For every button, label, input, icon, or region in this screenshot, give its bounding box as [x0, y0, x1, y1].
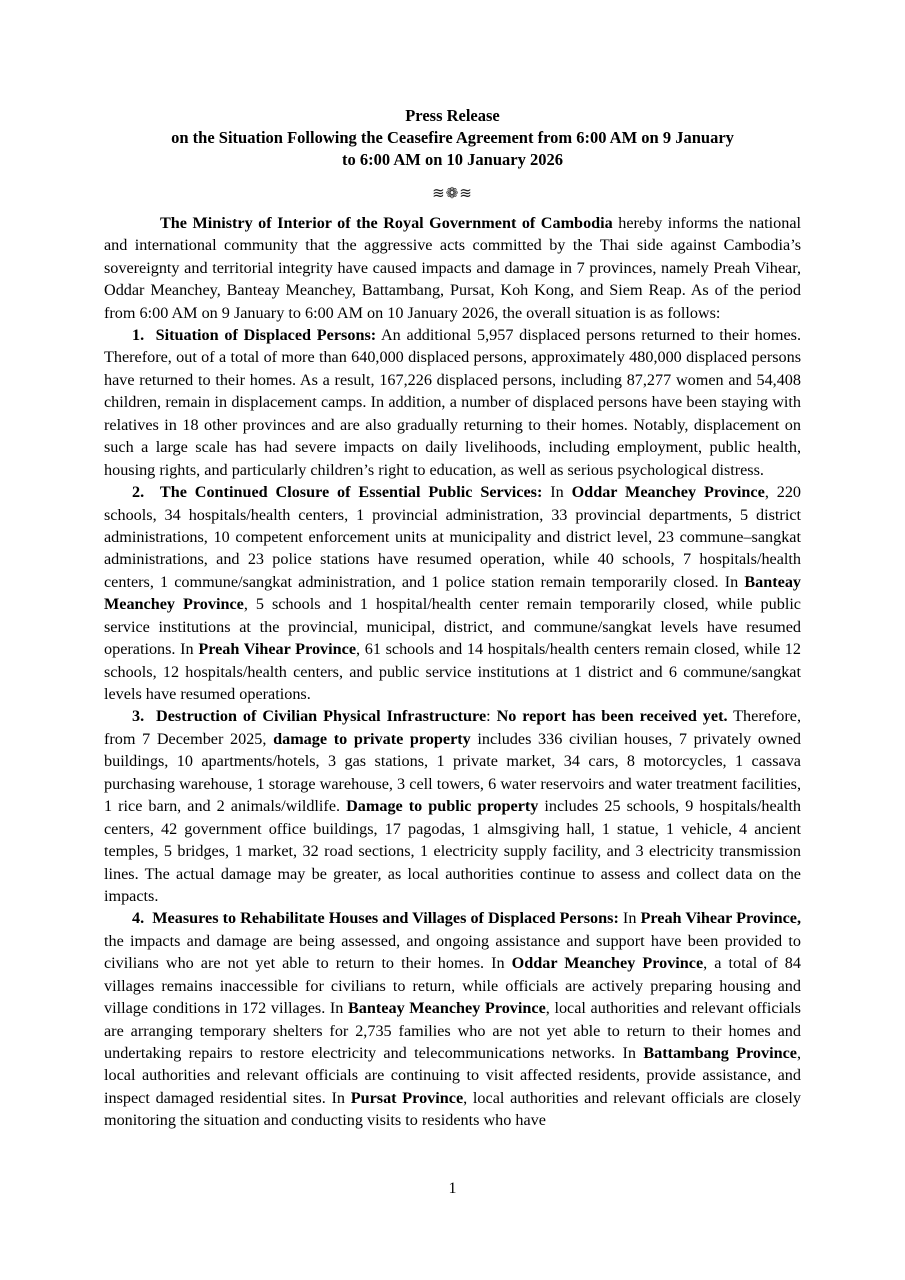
item2-heading: The Continued Closure of Essential Public Services:: [159, 483, 543, 502]
item3-private-property-label: damage to private property: [273, 729, 471, 748]
item4-province-pursat: Pursat Province: [350, 1088, 464, 1107]
item4-province-banteay-meanchey: Banteay Meanchey Province: [348, 999, 546, 1018]
intro-rest: hereby informs the national and international community that the aggressive acts committed by the Thai side against Cambodia’s sovereignty and territorial integrity have caused impacts and damage in 7 provinces, namely Preah Vihear, Oddar Meanchey, Banteay Meanchey, Battambang, Pursat, Koh Kong, and Siem Reap. As of the period from 6:00 AM on 9 January to 6:00 AM on 10 January 2026, the overall situation is as follows:: [104, 213, 801, 322]
item4-province-battambang: Battambang Province: [643, 1044, 797, 1062]
intro-lead: The Ministry of Interior of the Royal Government of Cambodia: [160, 213, 613, 232]
paragraph-item-1: [104, 324, 801, 481]
item4-text-6: , local authorities and relevant officials are closely monitoring the situation and conducting visits to residents who have: [104, 1088, 801, 1130]
document-body: [104, 212, 801, 1132]
item2-province-banteay-meanchey: Banteay Meanchey Province: [104, 572, 801, 614]
item4-province-oddar-meanchey: Oddar Meanchey Province: [511, 954, 704, 973]
item2-number: 2.: [132, 483, 145, 502]
item1-number: 1.: [132, 326, 145, 344]
title-line-2: on the Situation Following the Ceasefire Agreement from 6:00 AM on 9 January: [171, 127, 734, 147]
item3-text-2: Therefore, from 7 December 2025,: [104, 707, 802, 748]
item3-number: 3.: [132, 707, 145, 726]
paragraph-intro: [104, 212, 801, 324]
item1-heading: Situation of Displaced Persons:: [155, 326, 377, 344]
title-line-1: Press Release: [405, 106, 500, 125]
item2-province-preah-vihear: Preah Vihear Province: [198, 640, 357, 659]
paragraph-item-3: [104, 705, 801, 907]
item2-text-3: , 5 schools and 1 hospital/health center remain temporarily closed, while public service institutions at the provincial, municipal, district, and commune/sangkat levels have resumed operations. In: [104, 595, 801, 659]
ornament-divider: ≋❁≋: [432, 185, 473, 202]
title-line-3: to 6:00 AM on 10 January 2026: [342, 149, 563, 169]
item3-no-report-note: No report has been received yet.: [496, 707, 728, 726]
paragraph-item-2: [104, 481, 801, 705]
item4-province-preah-vihear: Preah Vihear Province,: [640, 909, 802, 928]
item3-public-property-label: Damage to public property: [346, 797, 539, 816]
item2-text-2: , 220 schools, 34 hospitals/health centers, 1 provincial administration, 33 provincial departments, 5 district administrations, 10 competent enforcement units at municipality and district level, 23 commune–sangkat administrations, and 23 police stations have resumed operation, while 40 schools, 7 hospitals/health centers, 1 commune/sangkat administration, and 1 police station remain temporarily closed. In: [104, 483, 802, 591]
item3-text-1: :: [486, 707, 497, 726]
item4-number: 4.: [132, 909, 145, 928]
item4-text-3: , a total of 84 villages remains inaccessible for civilians to return, while officials are actively preparing housing and village conditions in 172 villages. In: [104, 954, 801, 1018]
item4-text-5: , local authorities and relevant officials are continuing to visit affected residents, provide assistance, and inspect damaged residential sites. In: [104, 1044, 802, 1107]
item3-text-3: includes 336 civilian houses, 7 privately owned buildings, 10 apartments/hotels, 3 gas stations, 1 private market, 34 cars, 8 motorcycles, 1 cassava purchasing warehouse, 1 storage warehouse, 3 cell towers, 6 water reservoirs and water treatment facilities, 1 rice barn, and 2 animals/wildlife.: [104, 729, 801, 816]
item3-text-4: includes 25 schools, 9 hospitals/health centers, 42 government office buildings, 17 pagodas, 1 almsgiving hall, 1 statue, 1 vehicle, 4 ancient temples, 5 bridges, 1 market, 32 road sections, 1 electricity supply facility, and 3 electricity transmission lines. The actual damage may be greater, as local authorities continue to assess and collect data on the impacts.: [104, 797, 801, 905]
item4-heading: Measures to Rehabilitate Houses and Villages of Displaced Persons:: [152, 909, 619, 928]
item4-text-1: In: [618, 909, 641, 928]
item4-text-2: the impacts and damage are being assessed, and ongoing assistance and support have been provided to civilians who are not yet able to return to their homes. In: [104, 931, 801, 973]
item2-text-1: In: [542, 483, 572, 502]
page-number: 1: [448, 1180, 457, 1197]
item1-rest: An additional 5,957 displaced persons returned to their homes. Therefore, out of a total of more than 640,000 displaced persons, approximately 480,000 displaced persons have returned to their homes. As a result, 167,226 displaced persons, including 87,277 women and 54,408 children, remain in displacement camps. In addition, a number of displaced persons have been staying with relatives in 18 other provinces and are also gradually returning to their homes. Notably, displacement on such a large scale has had severe impacts on daily livelihoods, including employment, public health, housing rights, and particularly children’s right to education, as well as serious psychological distress.: [104, 326, 801, 479]
document-title: [104, 105, 801, 171]
item2-text-4: , 61 schools and 14 hospitals/health centers remain closed, while 12 schools, 12 hospitals/health centers, and public service institutions at 1 district and 6 commune/sangkat levels have resumed operations.: [104, 640, 801, 703]
item2-province-oddar-meanchey: Oddar Meanchey Province: [571, 483, 765, 502]
item3-heading: Destruction of Civilian Physical Infrastructure: [156, 707, 487, 726]
item4-text-4: , local authorities and relevant officials are arranging temporary shelters for 2,735 families who are not yet able to return to their homes and undertaking repairs to restore electricity and telecommunications networks. In: [104, 999, 801, 1062]
paragraph-item-4: [104, 907, 801, 1131]
